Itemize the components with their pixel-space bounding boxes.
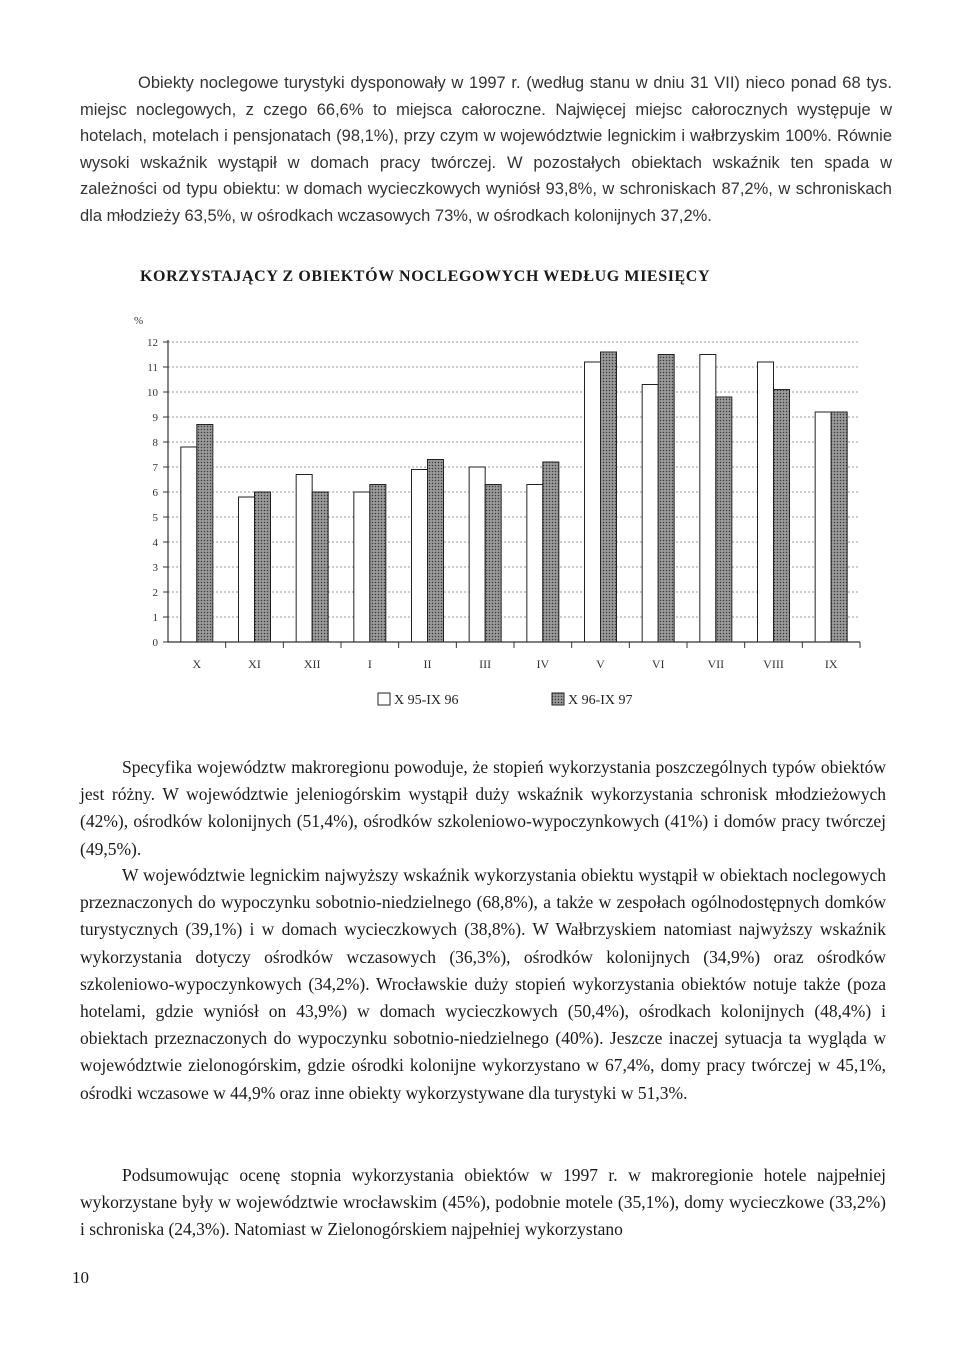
bar-x96-ix97: [774, 390, 790, 643]
bar-x96-ix97: [485, 485, 501, 643]
x-tick-label: III: [479, 657, 492, 671]
bar-x95-ix96: [412, 470, 428, 643]
bar-x95-ix96: [296, 475, 312, 643]
paragraph-4: Podsumowując ocenę stopnia wykorzystania obiektów w 1997 r. w makroregionie hotele najpełniej wykorzystane były w województwie wrocławskim (45%), podobnie motele (35,1%), domy wycieczkowe (33,2%) i schroniska (24,3%). Natomiast w Zielonogórskiem najpełniej wykorzystano: [80, 1165, 886, 1240]
x-tick-label: I: [367, 657, 372, 671]
bar-x95-ix96: [758, 362, 774, 642]
bar-x95-ix96: [527, 485, 543, 643]
bar-x95-ix96: [469, 467, 485, 642]
x-tick-label: IV: [536, 657, 550, 671]
x-tick-label: VI: [651, 657, 665, 671]
y-tick-label: 0: [152, 637, 158, 649]
bar-x96-ix97: [370, 485, 386, 643]
bar-x95-ix96: [585, 362, 601, 642]
y-tick-label: 9: [152, 412, 158, 424]
bar-x95-ix96: [181, 447, 197, 642]
bar-x96-ix97: [658, 355, 674, 643]
y-tick-label: 12: [147, 337, 158, 349]
x-tick-label: VII: [707, 657, 725, 671]
chart-title: KORZYSTAJĄCY Z OBIEKTÓW NOCLEGOWYCH WEDŁUG MIESIĘCY: [140, 268, 711, 285]
x-tick-label: X: [192, 657, 202, 671]
bar-x96-ix97: [601, 352, 617, 642]
y-tick-label: 11: [147, 362, 158, 374]
legend-label: X 96-IX 97: [568, 693, 633, 708]
paragraph-3: W województwie legnickim najwyższy wskaźnik wykorzystania obiektu wystąpił w obiektach noclegowych przeznaczonych do wypoczynku sobotnio-niedzielnego (68,8%), a także w zespołach ogólnodostępnych domków turystycznych (39,1%) i w domach wycieczkowych (38,8%). W Wałbrzyskiem natomiast najwyższy wskaźnik wykorzystania dotyczy ośrodków wczasowych (36,3%), ośrodków kolonijnych (34,9%) oraz ośrodków szkoleniowo-wypoczynkowych (34,2%). Wrocławskie duży stopień wykorzystania obiektów notuje także (poza hotelami, gdzie wyniósł on 43,9%) w domach wycieczkowych (50,4%), ośrodkach kolonijnych (48,4%) i obiektach przeznaczonych do wypoczynku sobotnio-niedzielnego (40%). Jeszcze inaczej sytuacja ta wygląda w województwie zielonogórskim, gdzie ośrodki kolonijne wykorzystano w 67,4%, domy pracy twórczej w 45,1%, ośrodki wczasowe w 44,9% oraz inne obiekty wykorzystywane dla turystyki w 51,3%.: [80, 865, 886, 1103]
bar-x96-ix97: [312, 492, 328, 642]
y-tick-label: 5: [152, 512, 158, 524]
bar-x96-ix97: [197, 425, 213, 643]
bar-x96-ix97: [543, 462, 559, 642]
y-tick-label: 1: [152, 612, 158, 624]
paragraph-2: Specyfika województw makroregionu powoduje, że stopień wykorzystania poszczególnych typów obiektów jest różny. W województwie jeleniogórskim wystąpił duży wskaźnik wykorzystania schronisk młodzieżowych (42%), ośrodków kolonijnych (51,4%), ośrodków szkoleniowo-wypoczynkowych (41%) i domów pracy twórczej (49,5%).: [80, 757, 886, 859]
bar-x96-ix97: [255, 492, 271, 642]
legend-label: X 95-IX 96: [394, 693, 459, 708]
legend-swatch: [552, 693, 564, 705]
y-tick-label: 2: [152, 587, 158, 599]
y-axis-label: %: [134, 315, 144, 327]
y-tick-label: 8: [152, 437, 158, 449]
bar-x95-ix96: [642, 385, 658, 643]
y-tick-label: 4: [152, 537, 158, 549]
bar-x96-ix97: [831, 412, 847, 642]
bar-x95-ix96: [815, 412, 831, 642]
y-tick-label: 10: [147, 387, 158, 399]
bar-x96-ix97: [428, 460, 444, 643]
x-tick-label: VIII: [763, 657, 784, 671]
x-tick-label: XI: [248, 657, 261, 671]
y-tick-label: 6: [152, 487, 158, 499]
legend-swatch: [378, 693, 390, 705]
x-tick-label: II: [423, 657, 432, 671]
x-tick-label: V: [596, 657, 605, 671]
bar-x95-ix96: [354, 492, 370, 642]
bar-x95-ix96: [239, 497, 255, 642]
x-tick-label: IX: [824, 657, 838, 671]
intro-paragraph: Obiekty noclegowe turystyki dysponowały w 1997 r. (według stanu w dniu 31 VII) nieco ponad 68 tys. miejsc noclegowych, z czego 66,6% to miejsca całoroczne. Najwięcej miejsc całorocznych występuje w hotelach, motelach i pensjonatach (98,1%), przy czym w województwie legnickim i wałbrzyskim 100%. Równie wysoki wskaźnik wystąpił w domach pracy twórczej. W pozostałych obiektach wskaźnik ten spada w zależności od typu obiektu: w domach wycieczkowych wyniósł 93,8%, w schroniskach 87,2%, w schroniskach dla młodzieży 63,5%, w ośrodkach wczasowych 73%, w ośrodkach kolonijnych 37,2%.: [80, 74, 892, 225]
bar-x95-ix96: [700, 355, 716, 643]
x-tick-label: XII: [303, 657, 321, 671]
page-number: 10: [72, 1268, 89, 1287]
bar-x96-ix97: [716, 397, 732, 642]
monthly-guests-bar-chart: [120, 300, 880, 730]
y-tick-label: 7: [152, 462, 158, 474]
y-tick-label: 3: [152, 562, 158, 574]
